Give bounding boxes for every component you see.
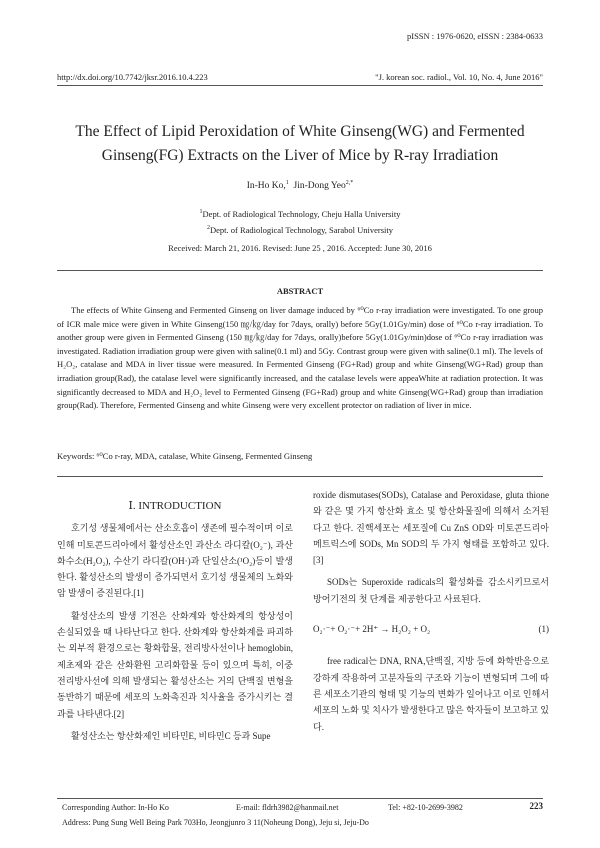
page-number: 223 [529, 801, 543, 811]
paper-title [40, 120, 560, 168]
intro-paragraph-4: roxide dismutases(SODs), Catalase and Peroxidase, gluta thione와 같은 몇 가지 항산화 효소 및 항산화물질에 의해서 소거된다고 한다. 진핵세포는 세포질에 Cu ZnS OD와 미토콘드리아 메트릭스에 SODs, Mn SOD의 두 가지 형태를 포함하고 있다.[3] [313, 490, 549, 566]
footer-rule [57, 798, 543, 799]
keywords-rule [57, 476, 543, 477]
issn-line: pISSN : 1976-0620, eISSN : 2384-0633 [406, 31, 543, 41]
affiliation-1: $^1$Dept. of Radiological Technology, Cheju Halla University [199, 208, 401, 219]
intro-paragraph-3: 활성산소는 항산화제인 비타민E, 비타민C 등과 Supe [71, 730, 271, 741]
right-column [313, 487, 549, 741]
affiliation-2: $^2$Dept. of Radiological Technology, Sarabol University [206, 224, 394, 235]
doi-link[interactable]: http://dx.doi.org/10.7742/jksr.2016.10.4.223 [57, 72, 208, 82]
title-line-1: The Effect of Lipid Peroxidation of White Ginseng(WG) and Fermented [75, 123, 525, 140]
abstract-heading: ABSTRACT [276, 286, 324, 296]
dates-rule [57, 270, 543, 271]
intro-paragraph-5: SODs는 Superoxide radicals의 활성화를 감소시키므로서 방어기전의 첫 단계를 제공한다고 사료된다. [313, 577, 549, 604]
section-heading-introduction: Ⅰ. INTRODUCTION [128, 500, 222, 512]
contact-phone: Tel: +82-10-2699-3982 [388, 803, 463, 812]
title-line-2: Ginseng(FG) Extracts on the Liver of Mice by R-ray Irradiation [101, 147, 499, 164]
author-2: Jin-Dong Yeo [293, 181, 346, 192]
author-1-mark: 1 [285, 180, 289, 186]
header-rule [57, 85, 543, 86]
corresponding-author: Corresponding Author: In-Ho Ko [62, 803, 169, 812]
intro-paragraph-6: free radical는 DNA, RNA,단백질, 지방 등에 화학반응으로 강하게 작용하여 고분자들의 구조와 기능이 변형되며 그에 따른 세포소기관의 형태 및 기능의 변화가 일어나고 이로 인해서 세포의 노화 및 치사가 발생한다고 많은 학자들이 보고하고 있다. [313, 656, 549, 732]
keywords: Keywords: ⁶⁰Co r-ray, MDA, catalase, White Ginseng, Fermented Ginseng [57, 451, 313, 461]
contact-address: Address: Pung Sung Well Being Park 703Ho, Jeongjunro 3 11(Noheung Dong), Jeju si, Jeju-Do [62, 818, 369, 827]
author-2-mark: 2,* [345, 180, 354, 186]
journal-citation: "J. korean soc. radiol., Vol. 10, No. 4, June 2016" [375, 72, 543, 82]
author-1: In-Ho Ko, [246, 181, 286, 192]
left-column [57, 498, 293, 750]
equation-body: O₂·⁻+ O₂·⁻+ 2H⁺ → H₂O₂ + O₂ [313, 624, 431, 635]
abstract-text: The effects of White Ginseng and Fermented Ginseng on liver damage induced by ⁶⁰Co r-ray irradiation were investigated. To one group of ICR male mice were given in White Ginseng(150 ㎎/㎏/day for 7days, orally) before 5Gy(1.01Gy/min) dose of ⁶⁰Co r-ray irradiation. To another group were given in Fermented Ginseng (150 ㎎/㎏/day for 7days, orally)before 5Gy(1.01Gy/min)dose of ⁶⁰Co r-ray irradiation was investigated. Radiation irradiation group were given with saline(0.1 ml) and 5Gy. Contrast group were given with saline(0.1 ml). The levels of H₂O₂, catalase and MDA in liver tissue were measured. In Fermented Ginseng (FG+Rad) group and white Ginseng(WG+Rad) group than irradiation group(Rad), the catalase level were significantly increased, and the catalase levels were appeaWhite at radiation protection. It was significantly decreased to MDA and H₂O₂ level to Fermented Ginseng (FG+Rad) group and white Ginseng(WG+Rad) group than irradiation group(Rad). Therefore, Fermented Ginseng and white Ginseng were very excellent protector on radiation of liver in mice. [57, 305, 543, 411]
intro-paragraph-1: 호기성 생물체에서는 산소호흡이 생존에 필수적이며 이로 인해 미토콘드리아에서 활성산소인 과산소 라디칼(O₂⁻), 과산화수소(H₂O₂), 수산기 라디칼(OH·)과 단일산소(¹O₂)등이 발생한다. 활성산소의 발생이 증가되면서 호기성 생물체의 노화와 암 발생이 증진된다.[1] [57, 523, 293, 599]
intro-paragraph-2: 활성산소의 발생 기전은 산화계와 항산화계의 항상성이 손실되었을 때 나타난다고 한다. 산화계와 항산화계를 파괴하는 외부적 환경으로는 황화합물, 전리방사선이나 hemoglobin, 제초제와 같은 산화환원 고리화합물 등이 있으며 특히, 이중 전리방사선에 의해 발생되는 활성산소는 거의 단백질 변형을 동반하기 때문에 세포의 노화촉진과 치사율을 증가시키는 결과를 나타낸다.[2] [57, 610, 293, 719]
equation-number: (1) [538, 624, 549, 635]
affiliations [0, 205, 600, 237]
contact-email[interactable]: E-mail: fldrh3982@hanmail.net [236, 803, 339, 812]
equation-1 [313, 621, 549, 637]
submission-dates: Received: March 21, 2016. Revised: June 25 , 2016. Accepted: June 30, 2016 [168, 243, 432, 253]
author-list [0, 180, 600, 191]
footer-contact [62, 803, 542, 812]
